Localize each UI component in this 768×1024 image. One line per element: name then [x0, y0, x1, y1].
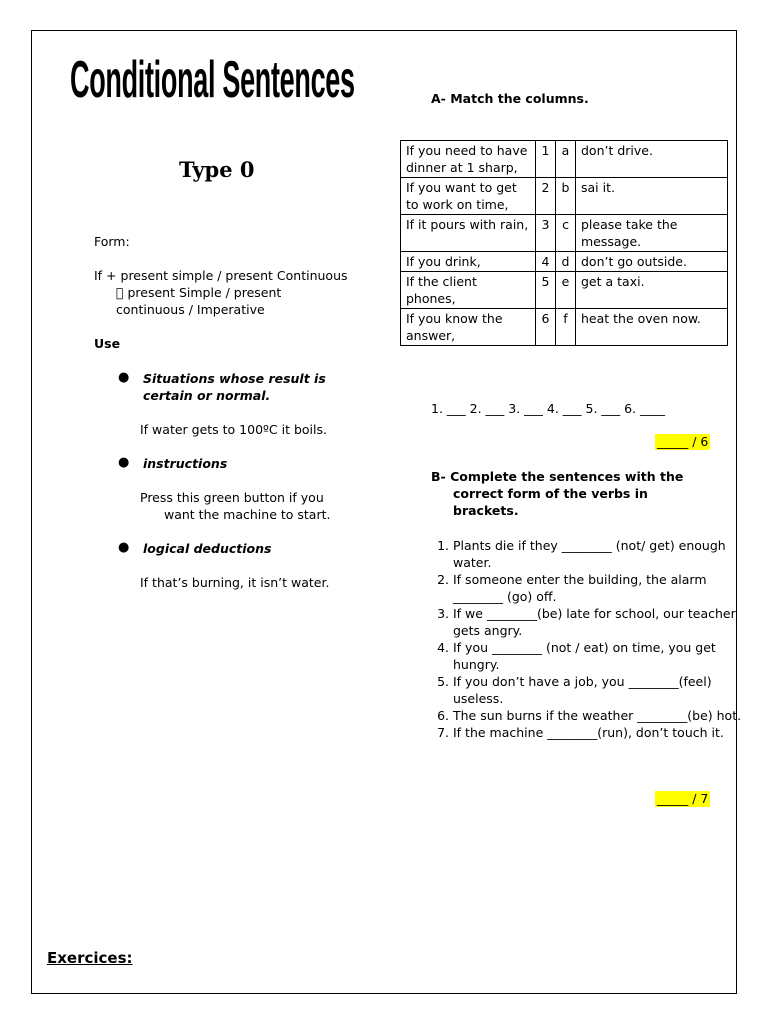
list-item: 2. If someone enter the building, the alarm ________ (go) off.	[453, 571, 745, 605]
use-heading-1-line-2: certain or normal.	[143, 388, 271, 403]
list-item: 1. Plants die if they ________ (not/ get) enough water.	[453, 537, 745, 571]
table-cell-left: If the client phones,	[401, 272, 536, 309]
table-cell-number: 4	[536, 252, 556, 272]
table-cell-letter: a	[556, 141, 576, 178]
exercise-a-heading: A- Match the columns.	[431, 91, 589, 106]
exercise-b-heading-line-3: brackets.	[453, 503, 519, 518]
table-row	[401, 309, 728, 346]
match-table	[400, 140, 728, 346]
bullet-icon: ●	[118, 540, 130, 555]
table-cell-number: 6	[536, 309, 556, 346]
table-cell-number: 2	[536, 178, 556, 215]
table-cell-left: If you know the answer,	[401, 309, 536, 346]
sentence-list	[431, 537, 745, 741]
table-cell-right: please take the message.	[576, 215, 728, 252]
table-row	[401, 252, 728, 272]
table-cell-number: 3	[536, 215, 556, 252]
subtitle: Type 0	[179, 157, 255, 182]
table-cell-right: get a taxi.	[576, 272, 728, 309]
list-item: 4. If you ________ (not / eat) on time, you get hungry.	[453, 639, 745, 673]
use-example-2-line-1: Press this green button if you	[140, 490, 324, 505]
table-cell-letter: f	[556, 309, 576, 346]
bullet-icon: ●	[118, 370, 130, 385]
table-cell-left: If you want to get to work on time,	[401, 178, 536, 215]
table-cell-right: don’t drive.	[576, 141, 728, 178]
exercises-label: Exercices:	[47, 949, 133, 967]
table-cell-right: don’t go outside.	[576, 252, 728, 272]
use-heading-2: instructions	[143, 456, 228, 471]
table-cell-letter: b	[556, 178, 576, 215]
table-cell-right: sai it.	[576, 178, 728, 215]
exercise-b-heading-line-1: B- Complete the sentences with the	[431, 469, 684, 484]
score-a: _____ / 6	[657, 434, 709, 449]
table-cell-left: If it pours with rain,	[401, 215, 536, 252]
use-heading-3: logical deductions	[143, 541, 272, 556]
use-heading-1-line-1: Situations whose result is	[143, 371, 326, 386]
table-cell-left: If you need to have dinner at 1 sharp,	[401, 141, 536, 178]
table-row	[401, 178, 728, 215]
exercise-b-heading-line-2: correct form of the verbs in	[453, 486, 648, 501]
table-cell-number: 5	[536, 272, 556, 309]
list-item: 3. If we ________(be) late for school, our teacher gets angry.	[453, 605, 745, 639]
table-cell-letter: c	[556, 215, 576, 252]
form-line-1: If + present simple / present Continuous	[94, 268, 348, 283]
list-item: 7. If the machine ________(run), don’t touch it.	[453, 724, 745, 741]
list-item: 6. The sun burns if the weather ________(be) hot.	[453, 707, 745, 724]
page-title: Conditional Sentences	[70, 50, 355, 109]
table-cell-letter: d	[556, 252, 576, 272]
form-label: Form:	[94, 234, 130, 249]
table-cell-right: heat the oven now.	[576, 309, 728, 346]
use-example-1: If water gets to 100ºC it boils.	[140, 422, 327, 437]
table-row	[401, 215, 728, 252]
table-row	[401, 272, 728, 309]
table-cell-number: 1	[536, 141, 556, 178]
answer-line: 1. ___ 2. ___ 3. ___ 4. ___ 5. ___ 6. ____	[431, 401, 666, 416]
use-label: Use	[94, 336, 121, 351]
form-line-2: present Simple / present	[116, 285, 270, 300]
table-row	[401, 141, 728, 178]
list-item: 5. If you don’t have a job, you ________(feel) useless.	[453, 673, 745, 707]
use-example-2-line-2: want the machine to start.	[164, 507, 331, 522]
bullet-icon: ●	[118, 455, 130, 470]
use-example-3: If that’s burning, it isn’t water.	[140, 575, 330, 590]
form-line-3: continuous / Imperative	[116, 302, 265, 317]
table-cell-letter: e	[556, 272, 576, 309]
table-cell-left: If you drink,	[401, 252, 536, 272]
score-b: _____ / 7	[657, 791, 709, 806]
